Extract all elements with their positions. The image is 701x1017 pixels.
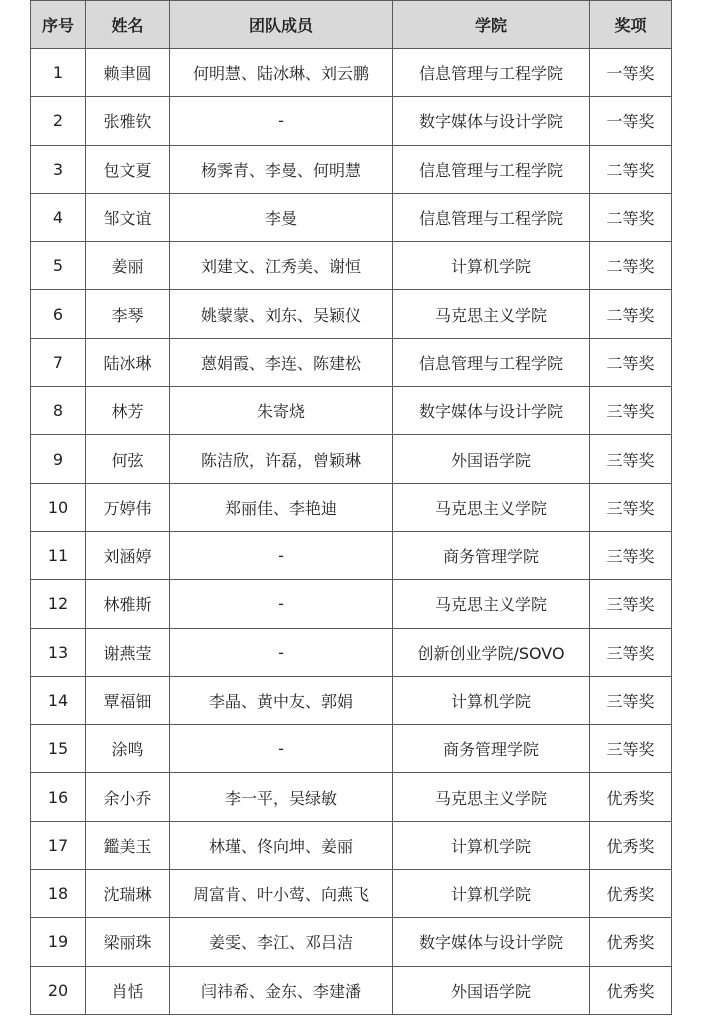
cell-team: 蒽娟霞、李连、陈建松	[170, 338, 393, 386]
cell-team: 朱寄烧	[170, 387, 393, 435]
table-row	[31, 290, 672, 338]
cell-award: 三等奖	[590, 531, 672, 579]
cell-school: 创新创业学院/SOVO	[393, 628, 590, 676]
award-table	[30, 0, 672, 1015]
cell-no: 15	[31, 725, 86, 773]
header-award: 奖项	[590, 1, 672, 49]
cell-team: 李一平，吴绿敏	[170, 773, 393, 821]
table-row	[31, 628, 672, 676]
cell-name: 谢燕莹	[86, 628, 170, 676]
cell-name: 余小乔	[86, 773, 170, 821]
table-row	[31, 773, 672, 821]
cell-school: 马克思主义学院	[393, 290, 590, 338]
cell-school: 计算机学院	[393, 870, 590, 918]
cell-award: 一等奖	[590, 97, 672, 145]
cell-name: 涂鸣	[86, 725, 170, 773]
table-row	[31, 387, 672, 435]
cell-award: 优秀奖	[590, 918, 672, 966]
cell-team: 何明慧、陆冰琳、刘云鹏	[170, 49, 393, 97]
cell-school: 马克思主义学院	[393, 580, 590, 628]
cell-name: 赖聿圆	[86, 49, 170, 97]
cell-name: 陆冰琳	[86, 338, 170, 386]
table-row	[31, 676, 672, 724]
cell-no: 18	[31, 870, 86, 918]
cell-award: 优秀奖	[590, 821, 672, 869]
cell-no: 6	[31, 290, 86, 338]
cell-award: 三等奖	[590, 580, 672, 628]
cell-team: -	[170, 580, 393, 628]
header-row	[31, 1, 672, 49]
cell-award: 二等奖	[590, 145, 672, 193]
cell-team: 林瑾、佟向坤、姜丽	[170, 821, 393, 869]
cell-name: 姜丽	[86, 242, 170, 290]
cell-award: 三等奖	[590, 387, 672, 435]
cell-award: 三等奖	[590, 676, 672, 724]
cell-school: 外国语学院	[393, 966, 590, 1014]
table-body	[31, 49, 672, 1015]
header-team: 团队成员	[170, 1, 393, 49]
cell-team: -	[170, 628, 393, 676]
cell-school: 马克思主义学院	[393, 483, 590, 531]
cell-team: 刘建文、江秀美、谢恒	[170, 242, 393, 290]
cell-team: 郑丽佳、李艳迪	[170, 483, 393, 531]
cell-name: 沈瑞琳	[86, 870, 170, 918]
cell-award: 优秀奖	[590, 966, 672, 1014]
cell-school: 信息管理与工程学院	[393, 338, 590, 386]
table-row	[31, 49, 672, 97]
cell-name: 梁丽珠	[86, 918, 170, 966]
cell-award: 二等奖	[590, 193, 672, 241]
cell-name: 林芳	[86, 387, 170, 435]
cell-no: 1	[31, 49, 86, 97]
table-row	[31, 725, 672, 773]
cell-no: 14	[31, 676, 86, 724]
cell-award: 三等奖	[590, 628, 672, 676]
cell-school: 商务管理学院	[393, 531, 590, 579]
cell-award: 二等奖	[590, 290, 672, 338]
cell-award: 一等奖	[590, 49, 672, 97]
cell-award: 二等奖	[590, 242, 672, 290]
cell-name: 邹文谊	[86, 193, 170, 241]
table-row	[31, 435, 672, 483]
cell-school: 马克思主义学院	[393, 773, 590, 821]
table-row	[31, 580, 672, 628]
cell-name: 林雅斯	[86, 580, 170, 628]
table-row	[31, 193, 672, 241]
cell-school: 信息管理与工程学院	[393, 193, 590, 241]
cell-name: 万婷伟	[86, 483, 170, 531]
table-row	[31, 966, 672, 1014]
cell-school: 计算机学院	[393, 242, 590, 290]
table-row	[31, 870, 672, 918]
cell-award: 三等奖	[590, 435, 672, 483]
cell-name: 何弦	[86, 435, 170, 483]
cell-school: 数字媒体与设计学院	[393, 918, 590, 966]
table-row	[31, 97, 672, 145]
cell-no: 19	[31, 918, 86, 966]
cell-no: 2	[31, 97, 86, 145]
cell-team: 周富肯、叶小莺、向燕飞	[170, 870, 393, 918]
cell-team: 姜雯、李江、邓吕洁	[170, 918, 393, 966]
cell-school: 商务管理学院	[393, 725, 590, 773]
header-school: 学院	[393, 1, 590, 49]
cell-school: 数字媒体与设计学院	[393, 387, 590, 435]
cell-award: 三等奖	[590, 725, 672, 773]
table-row	[31, 531, 672, 579]
cell-team: 闫祎希、金东、李建潘	[170, 966, 393, 1014]
table-row	[31, 821, 672, 869]
cell-school: 计算机学院	[393, 676, 590, 724]
cell-team: 陈洁欣，许磊，曾颖琳	[170, 435, 393, 483]
cell-team: 李曼	[170, 193, 393, 241]
cell-team: 姚蒙蒙、刘东、吴颖仪	[170, 290, 393, 338]
cell-team: -	[170, 97, 393, 145]
header-name: 姓名	[86, 1, 170, 49]
cell-no: 10	[31, 483, 86, 531]
cell-no: 17	[31, 821, 86, 869]
cell-school: 计算机学院	[393, 821, 590, 869]
cell-no: 16	[31, 773, 86, 821]
cell-name: 覃福钿	[86, 676, 170, 724]
table-row	[31, 145, 672, 193]
cell-award: 优秀奖	[590, 870, 672, 918]
cell-no: 13	[31, 628, 86, 676]
cell-no: 8	[31, 387, 86, 435]
cell-no: 3	[31, 145, 86, 193]
cell-award: 二等奖	[590, 338, 672, 386]
cell-no: 4	[31, 193, 86, 241]
cell-name: 刘涵婷	[86, 531, 170, 579]
cell-no: 7	[31, 338, 86, 386]
cell-school: 外国语学院	[393, 435, 590, 483]
header-no: 序号	[31, 1, 86, 49]
table-row	[31, 918, 672, 966]
table-row	[31, 242, 672, 290]
cell-no: 11	[31, 531, 86, 579]
cell-school: 信息管理与工程学院	[393, 145, 590, 193]
cell-name: 肖恬	[86, 966, 170, 1014]
table-header	[31, 1, 672, 49]
table-row	[31, 483, 672, 531]
cell-team: -	[170, 725, 393, 773]
cell-name: 包文夏	[86, 145, 170, 193]
cell-team: 李晶、黄中友、郭娟	[170, 676, 393, 724]
cell-name: 张雅钦	[86, 97, 170, 145]
cell-no: 9	[31, 435, 86, 483]
cell-name: 李琴	[86, 290, 170, 338]
cell-no: 12	[31, 580, 86, 628]
cell-team: 杨霁青、李曼、何明慧	[170, 145, 393, 193]
cell-award: 优秀奖	[590, 773, 672, 821]
cell-school: 信息管理与工程学院	[393, 49, 590, 97]
cell-name: 鑑美玉	[86, 821, 170, 869]
cell-award: 三等奖	[590, 483, 672, 531]
cell-team: -	[170, 531, 393, 579]
table-row	[31, 338, 672, 386]
cell-no: 5	[31, 242, 86, 290]
cell-school: 数字媒体与设计学院	[393, 97, 590, 145]
cell-no: 20	[31, 966, 86, 1014]
